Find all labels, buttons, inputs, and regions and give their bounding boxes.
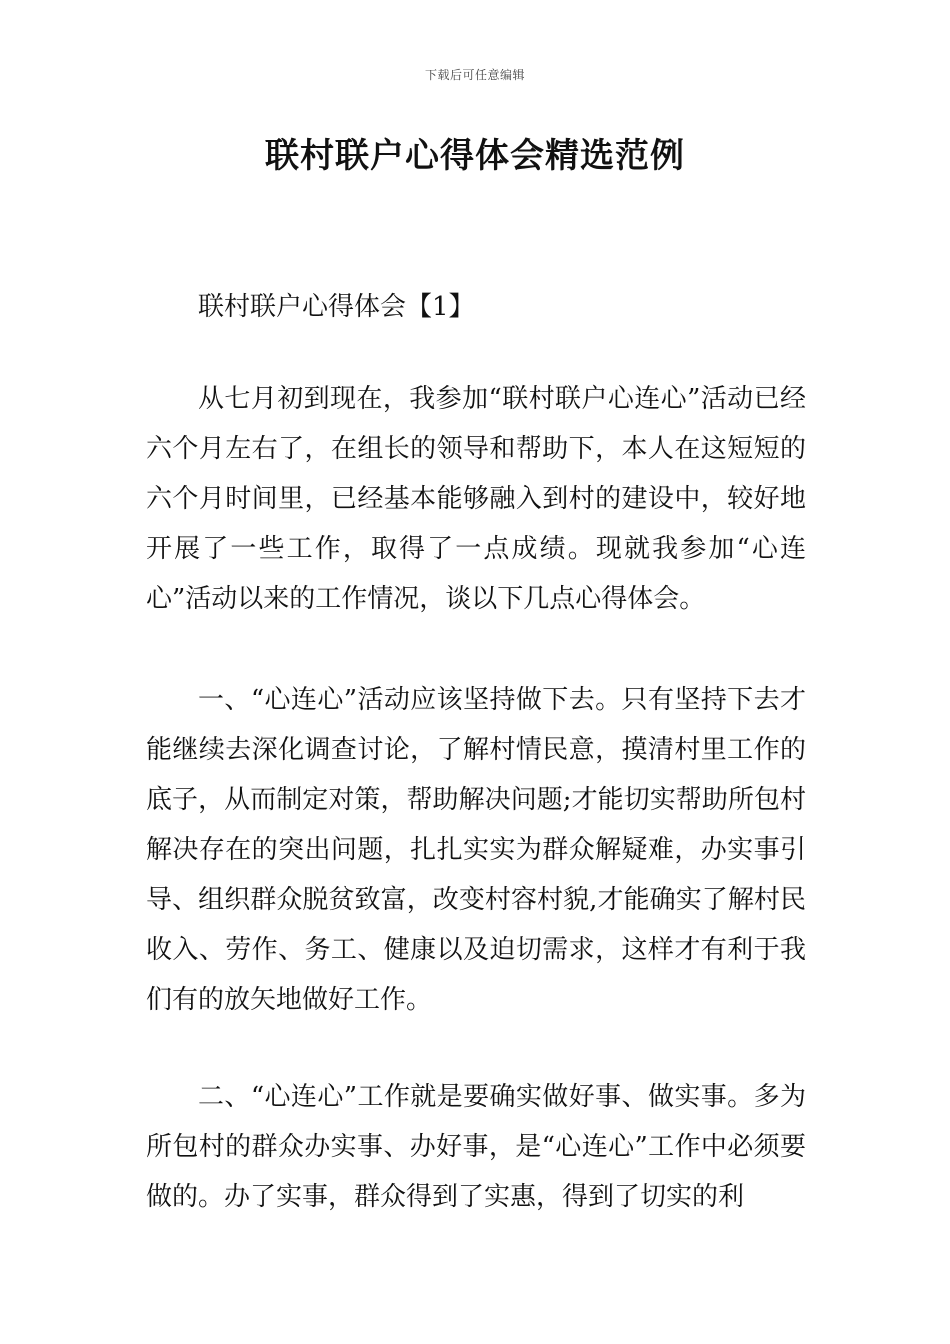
paragraph-1: 从七月初到现在，我参加“联村联户心连心”活动已经六个月左右了，在组长的领导和帮助下，本人在这短短的六个月时间里，已经基本能够融入到村的建设中，较好地开展了一些工作，取得了一点成绩。现就我参加“心连心”活动以来的工作情况，谈以下几点心得体会。 [146,384,806,614]
paragraph-2: 一、“心连心”活动应该坚持做下去。只有坚持下去才能继续去深化调查讨论，了解村情民意，摸清村里工作的底子，从而制定对策，帮助解决问题;才能切实帮助所包村解决存在的突出问题，扎扎实实为群众解疑难，办实事引导、组织群众脱贫致富，改变村容村貌,才能确实了解村民收入、劳作、务工、健康以及迫切需求，这样才有利于我们有的放矢地做好工作。 [146,685,806,1015]
section-heading: 联村联户心得体会【1】 [198,292,475,322]
paragraph-3: 二、“心连心”工作就是要确实做好事、做实事。多为所包村的群众办实事、办好事，是“心连心”工作中必须要做的。办了实事，群众得到了实惠，得到了切实的利 [146,1082,806,1212]
document-title: 联村联户心得体会精选范例 [265,136,685,176]
header-note: 下载后可任意编辑 [424,68,525,82]
